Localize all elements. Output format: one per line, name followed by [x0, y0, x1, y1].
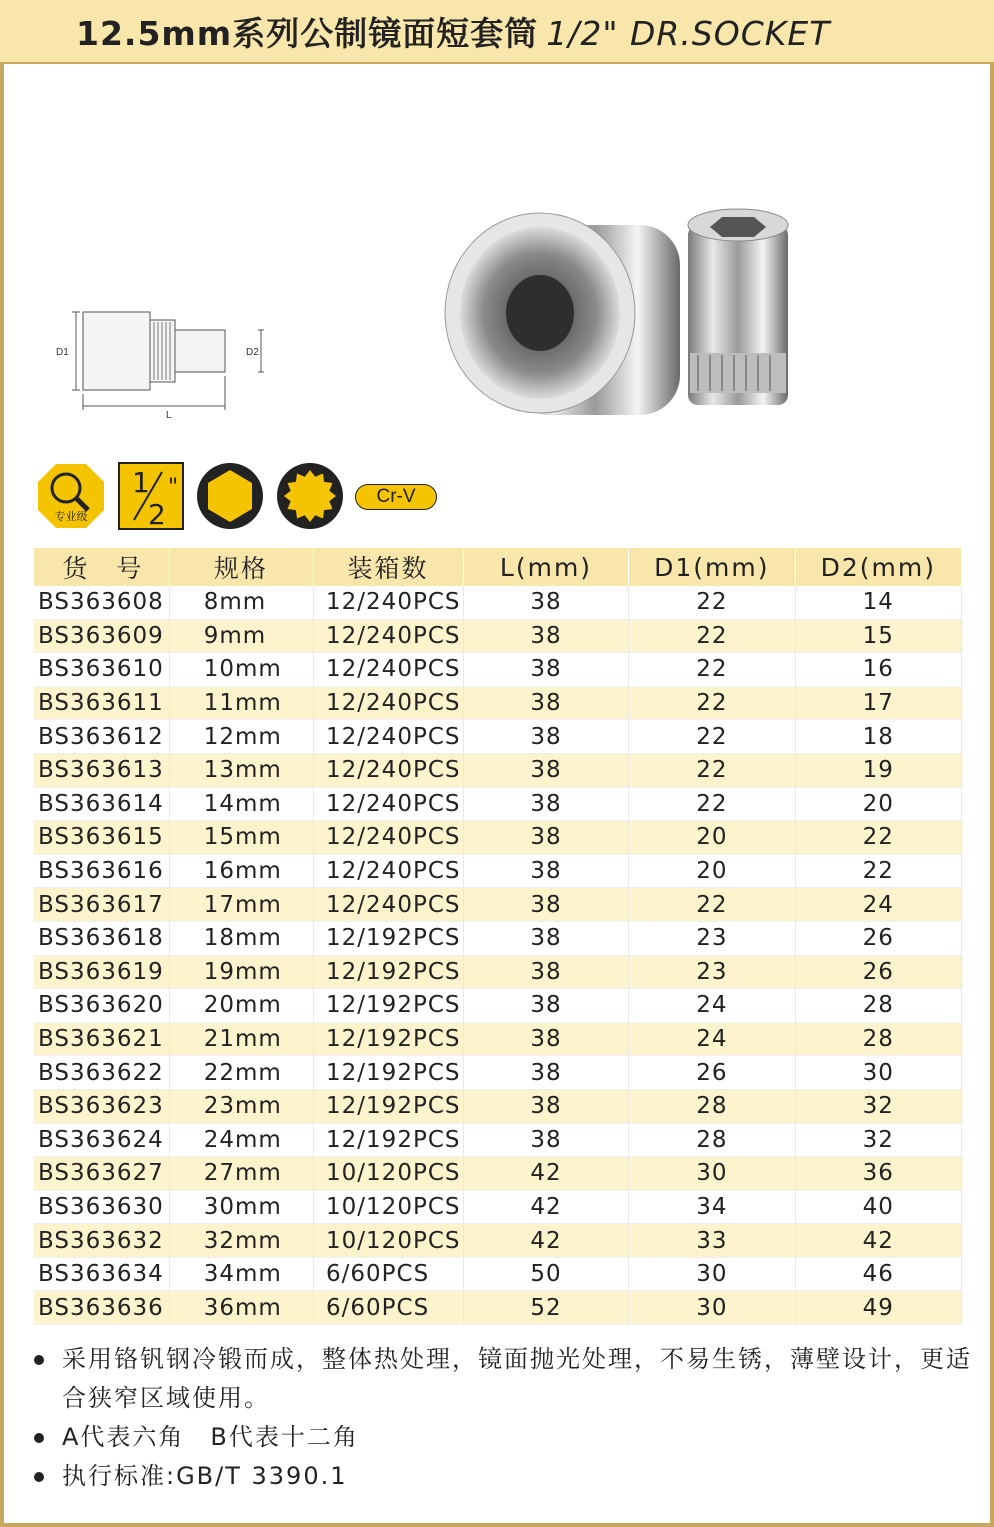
table-row	[34, 1291, 962, 1325]
cell-part-no: BS363613	[34, 753, 169, 787]
col-header-size: 规格	[169, 548, 313, 586]
cell-size: 16mm	[169, 854, 313, 888]
table-row	[34, 586, 962, 619]
cell-l: 38	[463, 653, 628, 687]
table-row	[34, 888, 962, 922]
cell-part-no: BS363618	[34, 921, 169, 955]
cell-d1: 22	[629, 888, 795, 922]
cell-d1: 23	[629, 955, 795, 989]
title-cn: 12.5mm系列公制镜面短套筒	[76, 14, 539, 53]
cell-d2: 32	[795, 1089, 961, 1123]
cell-d2: 22	[795, 821, 961, 855]
cell-l: 38	[463, 1022, 628, 1056]
cell-d2: 28	[795, 989, 961, 1023]
table-row	[34, 1022, 962, 1056]
cell-packing: 12/192PCS	[314, 989, 464, 1023]
label-d1: D1	[56, 347, 69, 358]
cell-l: 38	[463, 787, 628, 821]
cell-packing: 12/240PCS	[314, 787, 464, 821]
note-item	[30, 1340, 980, 1418]
cell-packing: 10/120PCS	[314, 1224, 464, 1258]
table-row	[34, 787, 962, 821]
cell-l: 38	[463, 1056, 628, 1090]
cell-size: 13mm	[169, 753, 313, 787]
table-header-row	[34, 548, 962, 586]
cell-packing: 12/192PCS	[314, 955, 464, 989]
cell-size: 12mm	[169, 720, 313, 754]
cell-size: 8mm	[169, 586, 313, 619]
cell-size: 36mm	[169, 1291, 313, 1325]
cell-d2: 24	[795, 888, 961, 922]
cell-d1: 33	[629, 1224, 795, 1258]
cell-part-no: BS363610	[34, 653, 169, 687]
cell-l: 50	[463, 1257, 628, 1291]
label-d2: D2	[246, 347, 259, 358]
col-header-part-no: 货 号	[34, 548, 169, 586]
table-row	[34, 686, 962, 720]
cell-d2: 18	[795, 720, 961, 754]
cell-part-no: BS363623	[34, 1089, 169, 1123]
cell-d1: 26	[629, 1056, 795, 1090]
col-header-l: L(mm)	[463, 548, 628, 586]
cell-size: 17mm	[169, 888, 313, 922]
cell-part-no: BS363608	[34, 586, 169, 619]
cell-l: 38	[463, 921, 628, 955]
table-row	[34, 1089, 962, 1123]
product-photo	[440, 185, 800, 445]
cell-size: 19mm	[169, 955, 313, 989]
cell-size: 27mm	[169, 1157, 313, 1191]
cell-d1: 30	[629, 1291, 795, 1325]
cell-packing: 10/120PCS	[314, 1190, 464, 1224]
table-body	[34, 586, 962, 1325]
bullet-dot	[34, 1355, 44, 1365]
professional-grade-badge	[36, 462, 106, 530]
professional-grade-text: 专业级	[54, 510, 88, 523]
cell-part-no: BS363617	[34, 888, 169, 922]
table-row	[34, 1056, 962, 1090]
drive-inch-mark: "	[168, 475, 179, 500]
title-bar	[0, 0, 994, 64]
cell-d1: 22	[629, 753, 795, 787]
table-row	[34, 753, 962, 787]
material-text: Cr-V	[376, 486, 416, 507]
cell-d1: 23	[629, 921, 795, 955]
cell-d1: 30	[629, 1257, 795, 1291]
cell-packing: 12/240PCS	[314, 720, 464, 754]
cell-part-no: BS363627	[34, 1157, 169, 1191]
bullet-dot	[34, 1433, 44, 1443]
cell-l: 42	[463, 1190, 628, 1224]
cell-l: 38	[463, 989, 628, 1023]
cell-d1: 22	[629, 619, 795, 653]
cell-d2: 49	[795, 1291, 961, 1325]
cell-packing: 12/240PCS	[314, 854, 464, 888]
cell-packing: 12/240PCS	[314, 586, 464, 619]
cell-d2: 28	[795, 1022, 961, 1056]
cell-d1: 34	[629, 1190, 795, 1224]
cell-d1: 24	[629, 1022, 795, 1056]
drive-denominator: 2	[148, 498, 166, 530]
cell-part-no: BS363609	[34, 619, 169, 653]
cell-part-no: BS363614	[34, 787, 169, 821]
table-row	[34, 921, 962, 955]
cell-packing: 12/192PCS	[314, 1089, 464, 1123]
bullet-dot	[34, 1472, 44, 1482]
cell-packing: 12/240PCS	[314, 619, 464, 653]
cell-d1: 20	[629, 821, 795, 855]
cell-d2: 19	[795, 753, 961, 787]
table-row	[34, 1123, 962, 1157]
cell-part-no: BS363619	[34, 955, 169, 989]
cell-d2: 15	[795, 619, 961, 653]
page-title	[76, 8, 830, 55]
cell-l: 38	[463, 753, 628, 787]
cell-d2: 22	[795, 854, 961, 888]
table-row	[34, 821, 962, 855]
cell-d1: 22	[629, 787, 795, 821]
table-row	[34, 619, 962, 653]
cell-size: 23mm	[169, 1089, 313, 1123]
table-row	[34, 1224, 962, 1258]
cell-part-no: BS363615	[34, 821, 169, 855]
cell-d2: 26	[795, 921, 961, 955]
cell-l: 38	[463, 888, 628, 922]
cell-packing: 6/60PCS	[314, 1257, 464, 1291]
cell-part-no: BS363634	[34, 1257, 169, 1291]
cell-l: 42	[463, 1224, 628, 1258]
note-text: A代表六角 B代表十二角	[62, 1423, 359, 1451]
table-row	[34, 1257, 962, 1291]
cell-d1: 28	[629, 1123, 795, 1157]
cell-packing: 12/192PCS	[314, 921, 464, 955]
cell-packing: 10/120PCS	[314, 1157, 464, 1191]
note-item	[30, 1457, 980, 1496]
col-header-d1: D1(mm)	[629, 548, 795, 586]
cell-l: 38	[463, 619, 628, 653]
cell-part-no: BS363632	[34, 1224, 169, 1258]
cell-d2: 16	[795, 653, 961, 687]
cell-d1: 30	[629, 1157, 795, 1191]
note-item	[30, 1418, 980, 1457]
cell-size: 21mm	[169, 1022, 313, 1056]
note-text: 采用铬钒钢冷锻而成，整体热处理，镜面抛光处理，不易生锈，薄壁设计，更适合狭窄区域使用。	[62, 1345, 972, 1412]
label-l: L	[166, 410, 172, 420]
socket-dimension-diagram	[50, 300, 280, 420]
cell-d2: 14	[795, 586, 961, 619]
cell-size: 14mm	[169, 787, 313, 821]
cell-part-no: BS363621	[34, 1022, 169, 1056]
cell-d1: 22	[629, 653, 795, 687]
cell-d2: 17	[795, 686, 961, 720]
cell-d2: 46	[795, 1257, 961, 1291]
table-row	[34, 1190, 962, 1224]
cell-part-no: BS363622	[34, 1056, 169, 1090]
table-row	[34, 720, 962, 754]
cell-d2: 42	[795, 1224, 961, 1258]
drive-size-icon	[118, 462, 184, 530]
col-header-packing: 装箱数	[314, 548, 464, 586]
cell-l: 38	[463, 686, 628, 720]
cell-l: 38	[463, 586, 628, 619]
cell-packing: 12/192PCS	[314, 1123, 464, 1157]
table-row	[34, 854, 962, 888]
note-text: 执行标准:GB/T 3390.1	[62, 1462, 348, 1490]
cell-l: 38	[463, 1123, 628, 1157]
cell-part-no: BS363620	[34, 989, 169, 1023]
cell-size: 22mm	[169, 1056, 313, 1090]
cell-d2: 26	[795, 955, 961, 989]
cell-l: 38	[463, 821, 628, 855]
cell-size: 24mm	[169, 1123, 313, 1157]
spec-table	[34, 548, 962, 1325]
cell-part-no: BS363612	[34, 720, 169, 754]
cell-l: 38	[463, 720, 628, 754]
cell-size: 18mm	[169, 921, 313, 955]
cell-l: 38	[463, 955, 628, 989]
drive-numerator: 1	[132, 466, 150, 499]
twelve-point-icon	[276, 462, 344, 530]
hexagon-icon	[196, 462, 264, 530]
cell-part-no: BS363611	[34, 686, 169, 720]
notes	[30, 1340, 980, 1496]
cell-packing: 12/192PCS	[314, 1022, 464, 1056]
col-header-d2: D2(mm)	[795, 548, 961, 586]
cell-part-no: BS363624	[34, 1123, 169, 1157]
cell-size: 30mm	[169, 1190, 313, 1224]
cell-packing: 12/240PCS	[314, 821, 464, 855]
cell-l: 38	[463, 854, 628, 888]
cell-part-no: BS363616	[34, 854, 169, 888]
cell-d1: 22	[629, 686, 795, 720]
cell-d2: 32	[795, 1123, 961, 1157]
cell-d1: 20	[629, 854, 795, 888]
cell-packing: 6/60PCS	[314, 1291, 464, 1325]
cell-l: 42	[463, 1157, 628, 1191]
title-en: 1/2" DR.SOCKET	[546, 14, 831, 53]
cell-packing: 12/240PCS	[314, 686, 464, 720]
cell-d2: 40	[795, 1190, 961, 1224]
cell-d2: 30	[795, 1056, 961, 1090]
cell-d1: 22	[629, 720, 795, 754]
cell-d1: 28	[629, 1089, 795, 1123]
cell-size: 9mm	[169, 619, 313, 653]
cell-l: 38	[463, 1089, 628, 1123]
cell-size: 11mm	[169, 686, 313, 720]
material-badge	[355, 484, 437, 510]
cell-part-no: BS363636	[34, 1291, 169, 1325]
cell-packing: 12/192PCS	[314, 1056, 464, 1090]
cell-d2: 20	[795, 787, 961, 821]
cell-size: 15mm	[169, 821, 313, 855]
cell-packing: 12/240PCS	[314, 653, 464, 687]
table-row	[34, 653, 962, 687]
cell-size: 34mm	[169, 1257, 313, 1291]
cell-size: 10mm	[169, 653, 313, 687]
table-row	[34, 955, 962, 989]
table-row	[34, 1157, 962, 1191]
cell-size: 32mm	[169, 1224, 313, 1258]
cell-d2: 36	[795, 1157, 961, 1191]
table-row	[34, 989, 962, 1023]
cell-l: 52	[463, 1291, 628, 1325]
cell-part-no: BS363630	[34, 1190, 169, 1224]
cell-d1: 22	[629, 586, 795, 619]
cell-d1: 24	[629, 989, 795, 1023]
cell-packing: 12/240PCS	[314, 753, 464, 787]
cell-size: 20mm	[169, 989, 313, 1023]
cell-packing: 12/240PCS	[314, 888, 464, 922]
